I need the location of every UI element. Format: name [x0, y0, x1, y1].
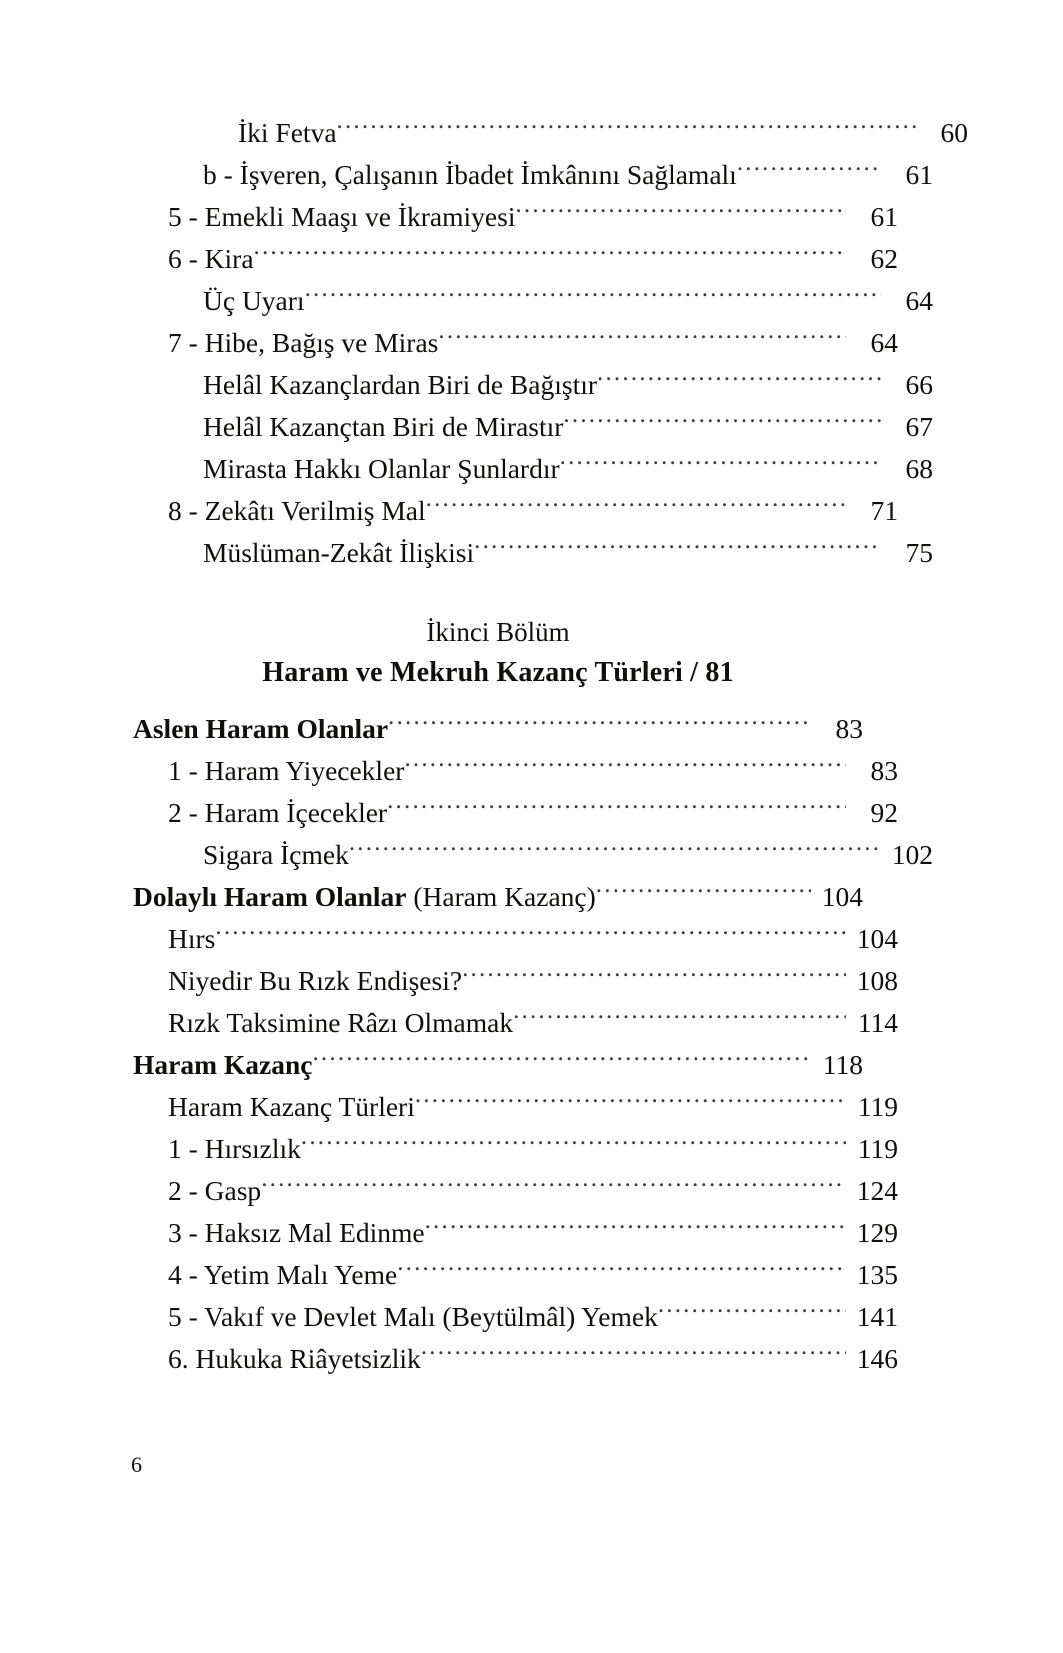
toc-entry-title: b - İşveren, Çalışanın İbadet İmkânını Sağlamalı	[203, 159, 737, 190]
toc-leader-dots	[658, 1299, 846, 1327]
toc-leader-dots	[305, 283, 881, 311]
toc-leader-dots	[349, 837, 881, 865]
toc-entry[interactable]	[133, 322, 898, 364]
toc-entry-title: 5 - Vakıf ve Devlet Malı (Beytülmâl) Yemek	[168, 1301, 658, 1332]
toc-entry[interactable]	[133, 792, 898, 834]
toc-leader-dots	[397, 1257, 846, 1285]
page-folio-number: 6	[131, 1452, 142, 1477]
toc-entry-title: 1 - Haram Yiyecekler	[168, 755, 405, 786]
toc-leader-dots	[254, 241, 846, 269]
toc-leader-dots	[596, 879, 811, 907]
toc-entry[interactable]	[133, 708, 863, 750]
toc-entry-title: Haram Kazanç Türleri	[168, 1091, 415, 1122]
toc-entry-title: Helâl Kazançlardan Biri de Bağıştır	[203, 369, 598, 400]
toc-leader-dots	[312, 1047, 811, 1075]
toc-entry[interactable]	[133, 876, 863, 918]
toc-entry-page-number: 146	[856, 1343, 898, 1374]
toc-entry-title: 6. Hukuka Riâyetsizlik	[168, 1343, 421, 1374]
toc-leader-dots	[261, 1173, 846, 1201]
toc-leader-dots	[563, 409, 881, 437]
toc-leader-dots	[438, 325, 846, 353]
toc-entry-page-number: 71	[870, 495, 898, 526]
toc-leader-dots	[515, 199, 846, 227]
toc-entry-page-number: 129	[856, 1217, 898, 1248]
toc-entry-title: 7 - Hibe, Bağış ve Miras	[168, 327, 439, 358]
toc-entry-page-number: 68	[905, 453, 933, 484]
toc-entry[interactable]	[133, 490, 898, 532]
toc-entry-title: 1 - Hırsızlık	[168, 1133, 301, 1164]
toc-entry[interactable]	[133, 1296, 898, 1338]
toc-entry-title: Üç Uyarı	[203, 285, 305, 316]
toc-entry-page-number: 61	[870, 201, 898, 232]
toc-entry-title: 2 - Haram İçecekler	[168, 797, 388, 828]
toc-entry-title: Mirasta Hakkı Olanlar Şunlardır	[203, 453, 560, 484]
toc-leader-dots	[404, 753, 846, 781]
toc-entry-title: Sigara İçmek	[203, 839, 349, 870]
toc-entry-page-number: 66	[905, 369, 933, 400]
toc-entry-page-number: 135	[856, 1259, 898, 1290]
toc-entry-page-number: 102	[891, 839, 933, 870]
toc-entry-page-number: 108	[856, 965, 898, 996]
toc-leader-dots	[560, 451, 881, 479]
toc-entry-title: Müslüman-Zekât İlişkisi	[203, 537, 475, 568]
toc-leader-dots	[597, 367, 881, 395]
toc-entry-page-number: 75	[905, 537, 933, 568]
toc-leader-dots	[421, 1341, 846, 1369]
toc-entry-page-number: 118	[822, 1049, 863, 1080]
toc-entry-page-number: 67	[905, 411, 933, 442]
toc-entry[interactable]	[133, 406, 933, 448]
toc-entry[interactable]	[133, 154, 933, 196]
toc-entry[interactable]	[133, 196, 898, 238]
toc-entry-title: Rızk Taksimine Râzı Olmamak	[168, 1007, 514, 1038]
toc-entry[interactable]	[133, 960, 898, 1002]
toc-entry[interactable]	[133, 238, 898, 280]
toc-leader-dots	[301, 1131, 846, 1159]
toc-entry[interactable]	[133, 1002, 898, 1044]
toc-leader-dots	[426, 493, 846, 521]
toc-entry-page-number: 114	[857, 1007, 898, 1038]
toc-entry[interactable]	[133, 448, 933, 490]
toc-leader-dots	[513, 1005, 846, 1033]
toc-entry[interactable]	[133, 1212, 898, 1254]
toc-entry-title: 2 - Gasp	[168, 1175, 262, 1206]
toc-entry-page-number: 61	[905, 159, 933, 190]
toc-entry-title: Helâl Kazançtan Biri de Mirastır	[203, 411, 564, 442]
toc-entry-page-number: 141	[856, 1301, 898, 1332]
toc-leader-dots	[474, 535, 881, 563]
part-heading-block	[133, 612, 863, 694]
toc-entry-page-number: 64	[870, 327, 898, 358]
toc-entry-page-number: 83	[835, 713, 863, 744]
toc-entry[interactable]	[133, 1128, 898, 1170]
toc-leader-dots	[425, 1215, 846, 1243]
toc-entry[interactable]	[133, 918, 898, 960]
toc-entry-title: 4 - Yetim Malı Yeme	[168, 1259, 398, 1290]
part-title: Haram ve Mekruh Kazanç Türleri / 81	[262, 657, 734, 688]
toc-entry-page-number: 83	[870, 755, 898, 786]
toc-entry[interactable]	[133, 1170, 898, 1212]
toc-leader-dots	[415, 1089, 846, 1117]
toc-group-two	[133, 708, 933, 1380]
toc-leader-dots	[337, 115, 916, 143]
toc-entry-title-suffix: (Haram Kazanç)	[406, 881, 596, 912]
toc-entry-page-number: 104	[856, 923, 898, 954]
toc-entry-title: 3 - Haksız Mal Edinme	[168, 1217, 425, 1248]
toc-entry-page-number: 64	[905, 285, 933, 316]
toc-entry-title: Dolaylı Haram Olanlar (Haram Kazanç)	[133, 881, 596, 912]
part-kicker: İkinci Bölüm	[426, 617, 570, 647]
toc-entry-page-number: 119	[857, 1133, 898, 1164]
toc-entry-page-number: 62	[870, 243, 898, 274]
toc-entry-title: Niyedir Bu Rızk Endişesi?	[168, 965, 463, 996]
toc-leader-dots	[387, 795, 846, 823]
toc-entry[interactable]	[133, 280, 933, 322]
toc-entry-page-number: 119	[857, 1091, 898, 1122]
toc-entry-page-number: 124	[856, 1175, 898, 1206]
toc-entry-title: 8 - Zekâtı Verilmiş Mal	[168, 495, 426, 526]
toc-leader-dots	[388, 711, 811, 739]
toc-entry-page-number: 92	[870, 797, 898, 828]
toc-entry-title: Aslen Haram Olanlar	[133, 713, 389, 744]
toc-entry-page-number: 60	[940, 117, 968, 148]
toc-entry[interactable]	[133, 1254, 898, 1296]
toc-entry[interactable]	[133, 364, 933, 406]
toc-entry[interactable]	[133, 1338, 898, 1380]
toc-entry-title: Hırs	[168, 923, 216, 954]
toc-leader-dots	[215, 921, 846, 949]
toc-entry[interactable]	[133, 532, 933, 574]
toc-entry[interactable]	[133, 750, 898, 792]
toc-entry-title: 6 - Kira	[168, 243, 254, 274]
toc-leader-dots	[737, 157, 881, 185]
toc-entry-title: Haram Kazanç	[133, 1049, 313, 1080]
toc-entry-title: 5 - Emekli Maaşı ve İkramiyesi	[168, 201, 516, 232]
toc-entry-page-number: 104	[821, 881, 863, 912]
toc-entry[interactable]	[133, 1086, 898, 1128]
toc-leader-dots	[462, 963, 846, 991]
toc-entry-title: İki Fetva	[238, 117, 337, 148]
toc-entry[interactable]	[133, 1044, 863, 1086]
toc-group-one	[133, 112, 968, 574]
toc-entry[interactable]	[133, 112, 968, 154]
toc-entry[interactable]	[133, 834, 933, 876]
